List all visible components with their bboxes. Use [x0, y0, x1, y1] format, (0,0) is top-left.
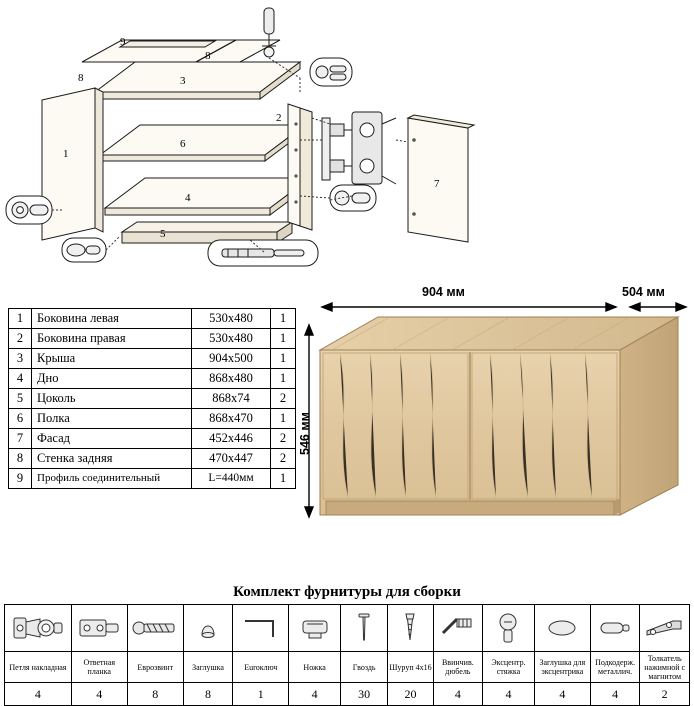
- hardware-name-row: [5, 652, 690, 683]
- dowel-screw-icon: [433, 605, 483, 652]
- hardware-qty: 4: [71, 683, 127, 706]
- part-qty: 1: [271, 329, 296, 349]
- nail-icon: [340, 605, 387, 652]
- hardware-name: Подкодерж. металлич.: [590, 652, 640, 683]
- part-number: 5: [9, 389, 32, 409]
- callout-8-left: 8: [78, 72, 84, 84]
- magnet-holder-icon: [590, 605, 640, 652]
- cabinet-render: [298, 285, 690, 555]
- table-row: [9, 349, 296, 369]
- cap-icon: [183, 605, 233, 652]
- table-row: [9, 449, 296, 469]
- part-name: Цоколь: [32, 389, 192, 409]
- callout-4: 4: [185, 192, 191, 204]
- hardware-qty: 1: [233, 683, 289, 706]
- exploded-assembly-diagram: [0, 0, 694, 290]
- hardware-name: Еврозвинт: [127, 652, 183, 683]
- hardware-qty: 4: [534, 683, 590, 706]
- part-number: 3: [9, 349, 32, 369]
- table-row: [9, 429, 296, 449]
- callout-2: 2: [276, 112, 282, 124]
- hardware-kit-title: Комплект фурнитуры для сборки: [233, 584, 461, 600]
- dimension-width: 904 мм: [422, 285, 465, 299]
- callout-7: 7: [434, 178, 440, 190]
- dimension-depth: 504 мм: [622, 285, 665, 299]
- foot-icon: [289, 605, 341, 652]
- table-row: [9, 329, 296, 349]
- table-row: [9, 309, 296, 329]
- table-row: [9, 469, 296, 489]
- hardware-name: Euroключ: [233, 652, 289, 683]
- part-number: 6: [9, 409, 32, 429]
- part-name: Полка: [32, 409, 192, 429]
- euroscrew-icon: [127, 605, 183, 652]
- part-number: 1: [9, 309, 32, 329]
- table-row: [9, 409, 296, 429]
- mounting-plate-icon: [71, 605, 127, 652]
- hardware-name: Ввинчив. дюбель: [433, 652, 483, 683]
- cam-lock-icon: [483, 605, 535, 652]
- hardware-kit-table: [4, 604, 690, 706]
- eurokey-icon: [233, 605, 289, 652]
- hardware-qty: 4: [433, 683, 483, 706]
- magnetic-push-icon: [640, 605, 690, 652]
- part-number: 2: [9, 329, 32, 349]
- callout-1: 1: [63, 148, 69, 160]
- part-name: Фасад: [32, 429, 192, 449]
- hardware-name: Ответная планка: [71, 652, 127, 683]
- part-name: Дно: [32, 369, 192, 389]
- part-size: 452x446: [192, 429, 271, 449]
- part-qty: 2: [271, 449, 296, 469]
- part-name: Боковина левая: [32, 309, 192, 329]
- part-qty: 1: [271, 369, 296, 389]
- hardware-qty: 8: [183, 683, 233, 706]
- assembly-vector-graphic: [0, 0, 694, 290]
- hardware-qty: 4: [483, 683, 535, 706]
- hardware-name: Эксцентр. стяжка: [483, 652, 535, 683]
- hardware-name: Толкатель нажимной с магнитом: [640, 652, 690, 683]
- callout-3: 3: [180, 75, 186, 87]
- hardware-qty: 20: [388, 683, 433, 706]
- part-qty: 2: [271, 389, 296, 409]
- hardware-qty: 4: [5, 683, 72, 706]
- hardware-qty: 8: [127, 683, 183, 706]
- callout-8-right: 8: [205, 50, 211, 62]
- part-number: 9: [9, 469, 32, 489]
- callout-9: 9: [120, 36, 126, 48]
- part-size: 868x470: [192, 409, 271, 429]
- part-size: 530x480: [192, 309, 271, 329]
- part-number: 7: [9, 429, 32, 449]
- part-name: Профиль соединительный: [32, 469, 192, 489]
- callout-5: 5: [160, 228, 166, 240]
- hardware-icon-row: [5, 605, 690, 652]
- screw-icon: [388, 605, 433, 652]
- cabinet-vector-graphic: [300, 295, 690, 555]
- part-qty: 1: [271, 349, 296, 369]
- part-qty: 2: [271, 429, 296, 449]
- hardware-name: Шуруп 4x16: [388, 652, 433, 683]
- part-size: 904x500: [192, 349, 271, 369]
- part-number: 8: [9, 449, 32, 469]
- hardware-name: Заглушка для эксцентрика: [534, 652, 590, 683]
- cam-cap-icon: [534, 605, 590, 652]
- hardware-name: Заглушка: [183, 652, 233, 683]
- hardware-qty: 30: [340, 683, 387, 706]
- hinge-icon: [5, 605, 72, 652]
- hardware-name: Гвоздь: [340, 652, 387, 683]
- part-name: Боковина правая: [32, 329, 192, 349]
- callout-6: 6: [180, 138, 186, 150]
- hardware-qty: 4: [289, 683, 341, 706]
- part-qty: 1: [271, 469, 296, 489]
- dimension-height: 546 мм: [298, 412, 312, 455]
- hardware-name: Ножка: [289, 652, 341, 683]
- part-name: Стенка задняя: [32, 449, 192, 469]
- parts-table: [8, 308, 296, 489]
- part-size: 868x74: [192, 389, 271, 409]
- part-name: Крыша: [32, 349, 192, 369]
- part-number: 4: [9, 369, 32, 389]
- table-row: [9, 389, 296, 409]
- part-qty: 1: [271, 409, 296, 429]
- part-size: 470x447: [192, 449, 271, 469]
- hardware-qty: 4: [590, 683, 640, 706]
- hardware-qty: 2: [640, 683, 690, 706]
- hardware-name: Петля накладная: [5, 652, 72, 683]
- part-size: 530x480: [192, 329, 271, 349]
- part-qty: 1: [271, 309, 296, 329]
- table-row: [9, 369, 296, 389]
- part-size: L=440мм: [192, 469, 271, 489]
- part-size: 868x480: [192, 369, 271, 389]
- hardware-qty-row: [5, 683, 690, 706]
